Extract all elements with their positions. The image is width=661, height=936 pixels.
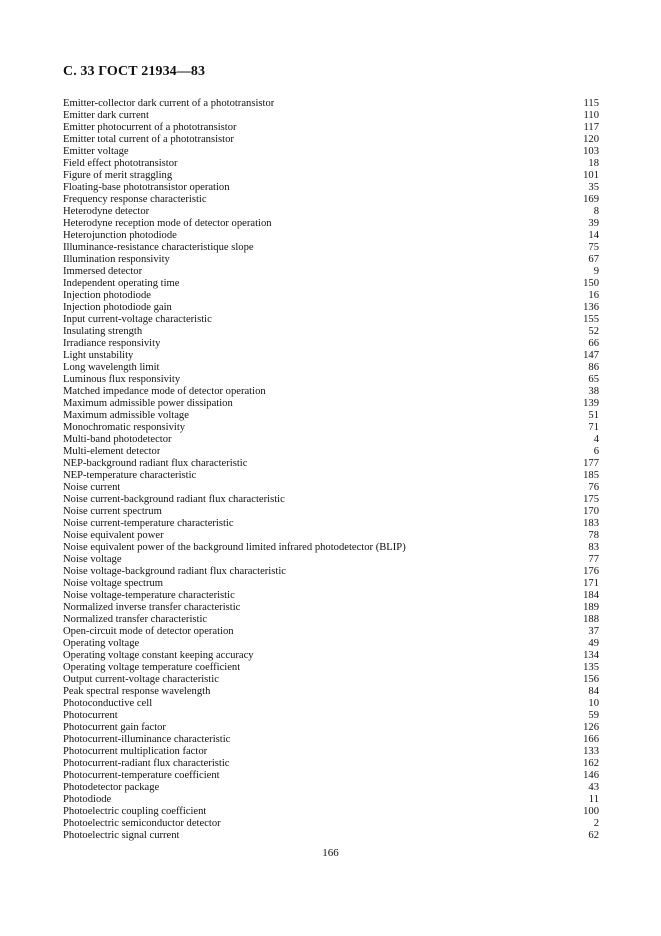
entry-page-number: 177 [583, 458, 599, 469]
entry-term: Emitter-collector dark current of a phototransistor [63, 98, 275, 109]
entry-term: Floating-base phototransistor operation [63, 182, 230, 193]
entry-page-number: 120 [583, 134, 599, 145]
entry-page-number: 2 [593, 818, 599, 829]
index-entry [63, 494, 599, 506]
entry-term: Injection photodiode gain [63, 302, 172, 313]
index-entry [63, 746, 599, 758]
entry-page-number: 170 [583, 506, 599, 517]
index-entry [63, 326, 599, 338]
index-entry [63, 602, 599, 614]
entry-term: Emitter total current of a phototransistor [63, 134, 234, 145]
entry-term: Operating voltage [63, 638, 140, 649]
entry-page-number: 62 [588, 830, 599, 841]
index-entry [63, 554, 599, 566]
entry-term: Heterodyne reception mode of detector operation [63, 218, 272, 229]
entry-term: Heterodyne detector [63, 206, 150, 217]
entry-term: Noise current-background radiant flux characteristic [63, 494, 285, 505]
entry-term: Normalized inverse transfer characteristic [63, 602, 241, 613]
entry-term: Normalized transfer characteristic [63, 614, 208, 625]
entry-page-number: 147 [583, 350, 599, 361]
index-entry [63, 158, 599, 170]
entry-page-number: 49 [588, 638, 599, 649]
entry-term: Photocurrent [63, 710, 118, 721]
index-entry [63, 194, 599, 206]
entry-page-number: 169 [583, 194, 599, 205]
entry-term: Noise voltage [63, 554, 122, 565]
entry-term: NEP-temperature characteristic [63, 470, 197, 481]
entry-term: Irradiance responsivity [63, 338, 161, 349]
entry-term: Maximum admissible power dissipation [63, 398, 233, 409]
index-entry [63, 626, 599, 638]
entry-term: Independent operating time [63, 278, 180, 289]
index-entry [63, 710, 599, 722]
index-entry [63, 122, 599, 134]
index-entry [63, 566, 599, 578]
entry-page-number: 38 [588, 386, 599, 397]
index-entry [63, 434, 599, 446]
entry-page-number: 176 [583, 566, 599, 577]
index-entry [63, 722, 599, 734]
entry-page-number: 71 [588, 422, 599, 433]
index-entry [63, 362, 599, 374]
entry-page-number: 162 [583, 758, 599, 769]
entry-term: Immersed detector [63, 266, 143, 277]
entry-page-number: 86 [588, 362, 599, 373]
entry-term: Noise current spectrum [63, 506, 162, 517]
entry-page-number: 43 [588, 782, 599, 793]
entry-page-number: 171 [583, 578, 599, 589]
entry-page-number: 175 [583, 494, 599, 505]
entry-term: Emitter photocurrent of a phototransistor [63, 122, 237, 133]
entry-page-number: 6 [593, 446, 599, 457]
index-entry [63, 398, 599, 410]
entry-page-number: 37 [588, 626, 599, 637]
index-entry [63, 386, 599, 398]
page-number: 166 [322, 847, 339, 859]
index-entry [63, 734, 599, 746]
index-entry [63, 458, 599, 470]
entry-term: Illumination responsivity [63, 254, 170, 265]
entry-term: Open-circuit mode of detector operation [63, 626, 234, 637]
entry-term: Heterojunction photodiode [63, 230, 177, 241]
index-entry [63, 254, 599, 266]
entry-term: Photocurrent-temperature coefficient [63, 770, 220, 781]
index-entry [63, 266, 599, 278]
index-entry [63, 230, 599, 242]
entry-term: Figure of merit straggling [63, 170, 173, 181]
entry-page-number: 51 [588, 410, 599, 421]
index-entry [63, 410, 599, 422]
index-entry [63, 674, 599, 686]
index-entry [63, 218, 599, 230]
entry-page-number: 84 [588, 686, 599, 697]
index-entry [63, 818, 599, 830]
entry-page-number: 185 [583, 470, 599, 481]
entry-page-number: 18 [588, 158, 599, 169]
index-entry [63, 482, 599, 494]
index-entry [63, 290, 599, 302]
entry-term: Field effect phototransistor [63, 158, 178, 169]
entry-page-number: 101 [583, 170, 599, 181]
entry-term: Photocurrent gain factor [63, 722, 166, 733]
index-entry [63, 794, 599, 806]
entry-page-number: 189 [583, 602, 599, 613]
entry-page-number: 146 [583, 770, 599, 781]
index-entry [63, 422, 599, 434]
index-entry [63, 374, 599, 386]
index-entry [63, 662, 599, 674]
index-entry [63, 350, 599, 362]
entry-term: Operating voltage constant keeping accuracy [63, 650, 254, 661]
entry-term: Matched impedance mode of detector operation [63, 386, 266, 397]
entry-page-number: 134 [583, 650, 599, 661]
entry-term: Noise equivalent power of the background limited infrared photodetector (BLIP) [63, 542, 406, 553]
entry-term: Noise equivalent power [63, 530, 164, 541]
index-entry [63, 314, 599, 326]
entry-page-number: 115 [583, 98, 599, 109]
index-entry [63, 98, 599, 110]
entry-term: Luminous flux responsivity [63, 374, 181, 385]
index-entry [63, 338, 599, 350]
entry-term: Maximum admissible voltage [63, 410, 189, 421]
entry-page-number: 16 [588, 290, 599, 301]
entry-term: Operating voltage temperature coefficient [63, 662, 241, 673]
index-list [63, 98, 599, 842]
entry-page-number: 150 [583, 278, 599, 289]
index-entry [63, 146, 599, 158]
index-entry [63, 698, 599, 710]
entry-term: Multi-band photodetector [63, 434, 172, 445]
entry-page-number: 117 [583, 122, 599, 133]
index-entry [63, 170, 599, 182]
index-entry [63, 518, 599, 530]
entry-page-number: 78 [588, 530, 599, 541]
entry-page-number: 110 [583, 110, 599, 121]
entry-term: Insulating strength [63, 326, 143, 337]
entry-page-number: 77 [588, 554, 599, 565]
entry-term: Long wavelength limit [63, 362, 160, 373]
index-entry [63, 590, 599, 602]
index-entry [63, 686, 599, 698]
page-header: С. 33 ГОСТ 21934—83 [63, 64, 206, 79]
index-entry [63, 758, 599, 770]
entry-term: Emitter voltage [63, 146, 129, 157]
entry-term: Input current-voltage characteristic [63, 314, 212, 325]
index-entry [63, 110, 599, 122]
index-entry [63, 578, 599, 590]
entry-term: Output current-voltage characteristic [63, 674, 219, 685]
index-entry [63, 614, 599, 626]
entry-term: Light unstability [63, 350, 134, 361]
index-entry [63, 278, 599, 290]
entry-page-number: 52 [588, 326, 599, 337]
index-entry [63, 542, 599, 554]
index-entry [63, 650, 599, 662]
entry-page-number: 39 [588, 218, 599, 229]
entry-page-number: 65 [588, 374, 599, 385]
entry-term: Photocurrent multiplication factor [63, 746, 208, 757]
entry-term: Photoelectric coupling coefficient [63, 806, 207, 817]
entry-page-number: 139 [583, 398, 599, 409]
entry-term: Noise voltage-temperature characteristic [63, 590, 235, 601]
entry-term: Injection photodiode [63, 290, 151, 301]
entry-page-number: 188 [583, 614, 599, 625]
entry-page-number: 133 [583, 746, 599, 757]
index-entry [63, 470, 599, 482]
entry-term: Peak spectral response wavelength [63, 686, 211, 697]
index-entry [63, 182, 599, 194]
entry-page-number: 66 [588, 338, 599, 349]
entry-page-number: 11 [588, 794, 599, 805]
entry-page-number: 75 [588, 242, 599, 253]
entry-term: Noise voltage-background radiant flux characteristic [63, 566, 286, 577]
entry-page-number: 166 [583, 734, 599, 745]
entry-page-number: 4 [593, 434, 599, 445]
entry-term: Photoelectric signal current [63, 830, 180, 841]
entry-page-number: 9 [593, 266, 599, 277]
index-entry [63, 242, 599, 254]
entry-term: Monochromatic responsivity [63, 422, 186, 433]
entry-page-number: 103 [583, 146, 599, 157]
entry-term: Illuminance-resistance characteristique slope [63, 242, 254, 253]
entry-page-number: 76 [588, 482, 599, 493]
index-entry [63, 446, 599, 458]
entry-page-number: 156 [583, 674, 599, 685]
entry-page-number: 8 [593, 206, 599, 217]
entry-term: Frequency response characteristic [63, 194, 207, 205]
entry-page-number: 183 [583, 518, 599, 529]
entry-term: Photocurrent-radiant flux characteristic [63, 758, 230, 769]
entry-page-number: 100 [583, 806, 599, 817]
index-entry [63, 530, 599, 542]
entry-page-number: 136 [583, 302, 599, 313]
entry-term: Emitter dark current [63, 110, 149, 121]
entry-page-number: 135 [583, 662, 599, 673]
entry-page-number: 155 [583, 314, 599, 325]
entry-term: Photocurrent-illuminance characteristic [63, 734, 231, 745]
entry-term: Photodetector package [63, 782, 160, 793]
entry-term: Photodiode [63, 794, 112, 805]
entry-page-number: 35 [588, 182, 599, 193]
entry-page-number: 83 [588, 542, 599, 553]
index-entry [63, 638, 599, 650]
entry-page-number: 184 [583, 590, 599, 601]
index-entry [63, 506, 599, 518]
entry-page-number: 126 [583, 722, 599, 733]
entry-term: Multi-element detector [63, 446, 161, 457]
index-entry [63, 806, 599, 818]
entry-term: Noise current-temperature characteristic [63, 518, 234, 529]
entry-term: Photoelectric semiconductor detector [63, 818, 221, 829]
index-entry [63, 206, 599, 218]
index-entry [63, 782, 599, 794]
entry-term: Photoconductive cell [63, 698, 153, 709]
entry-page-number: 67 [588, 254, 599, 265]
entry-page-number: 59 [588, 710, 599, 721]
index-entry [63, 770, 599, 782]
index-entry [63, 302, 599, 314]
entry-term: Noise voltage spectrum [63, 578, 164, 589]
index-entry [63, 134, 599, 146]
entry-page-number: 14 [588, 230, 599, 241]
entry-page-number: 10 [588, 698, 599, 709]
index-entry [63, 830, 599, 842]
entry-term: Noise current [63, 482, 121, 493]
entry-term: NEP-background radiant flux characteristic [63, 458, 248, 469]
